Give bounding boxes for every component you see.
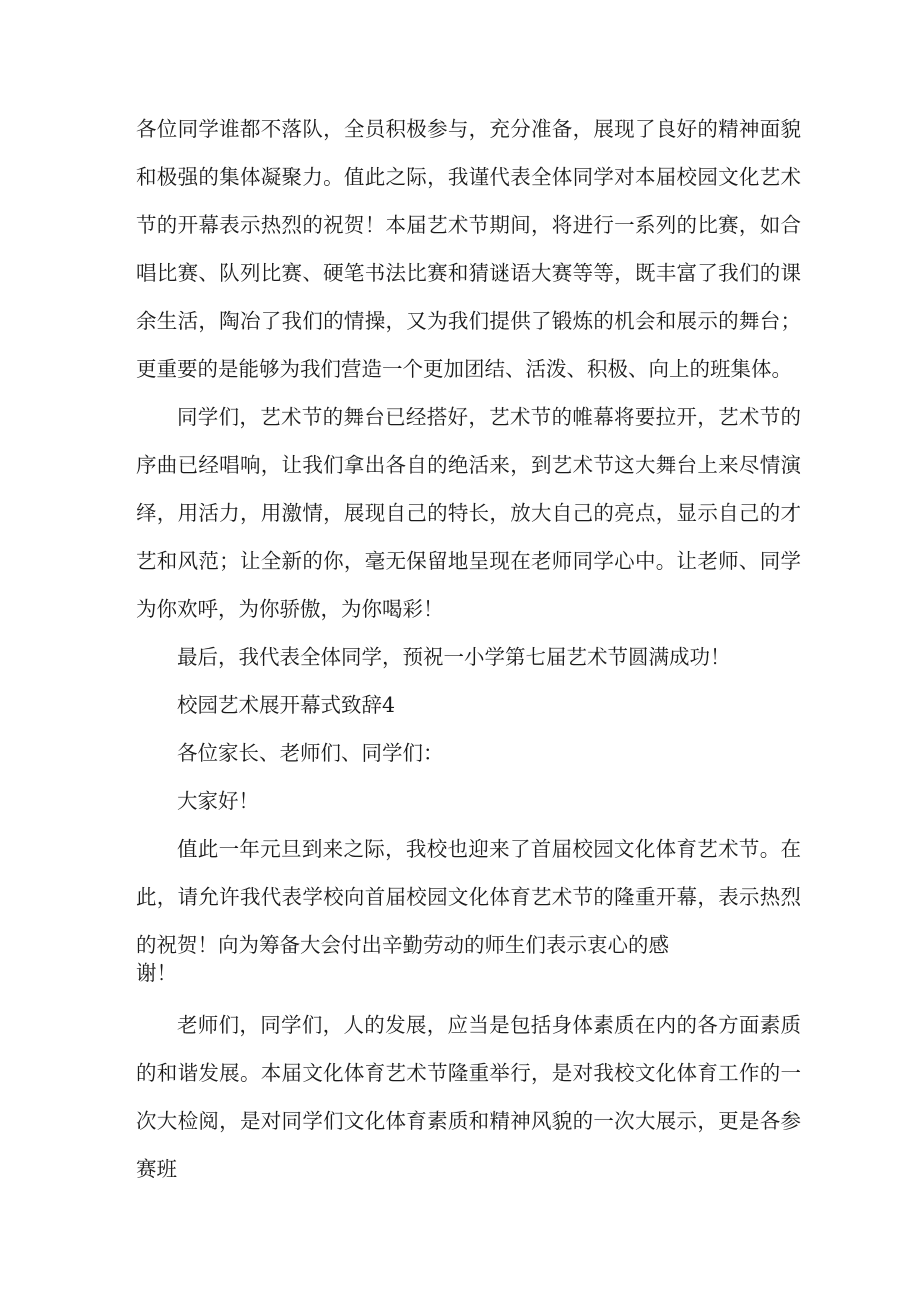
paragraph-stage-ready: 同学们，艺术节的舞台已经搭好，艺术节的帷幕将要拉开，艺术节的序曲已经唱响，让我们拿出各自的绝活来，到艺术节这大舞台上来尽情演绎，用活力，用激情，展现自己的特长，放大自己的亮点，显示自己的才艺和风范；让全新的你，毫无保留地呈现在老师同学心中。让老师、同学为你欢呼，为你骄傲，为你喝彩！ <box>136 405 801 621</box>
paragraph-thanks-tail: 谢！ <box>136 961 177 985</box>
paragraph-festival-opening: 值此一年元旦到来之际，我校也迎来了首届校园文化体育艺术节。在此，请允许我代表学校向首届校园文化体育艺术节的隆重开幕，表示热烈的祝贺！向为筹备大会付出辛勤劳动的师生们表示衷心的感 <box>136 837 801 957</box>
paragraph-closing-wish: 最后，我代表全体同学，预祝一小学第七届艺术节圆满成功！ <box>177 645 731 669</box>
greeting: 大家好！ <box>177 789 259 813</box>
paragraph-class-spirit: 各位同学谁都不落队，全员积极参与，充分准备，展现了良好的精神面貌和极强的集体凝聚力。值此之际，我谨代表全体同学对本届校园文化艺术节的开幕表示热烈的祝贺！本届艺术节期间，将进行一系列的比赛，如合唱比赛、队列比赛、硬笔书法比赛和猜谜语大赛等等，既丰富了我们的课余生活，陶冶了我们的情操，又为我们提供了锻炼的机会和展示的舞台；更重要的是能够为我们营造一个更加团结、活泼、积极、向上的班集体。 <box>136 117 801 381</box>
salutation: 各位家长、老师们、同学们： <box>177 741 444 765</box>
section-heading: 校园艺术展开幕式致辞4 <box>177 693 396 717</box>
paragraph-development: 老师们，同学们，人的发展，应当是包括身体素质在内的各方面素质的和谐发展。本届文化体育艺术节隆重举行，是对我校文化体育工作的一次大检阅，是对同学们文化体育素质和精神风貌的一次大展示，更是各参赛班 <box>136 1013 801 1181</box>
